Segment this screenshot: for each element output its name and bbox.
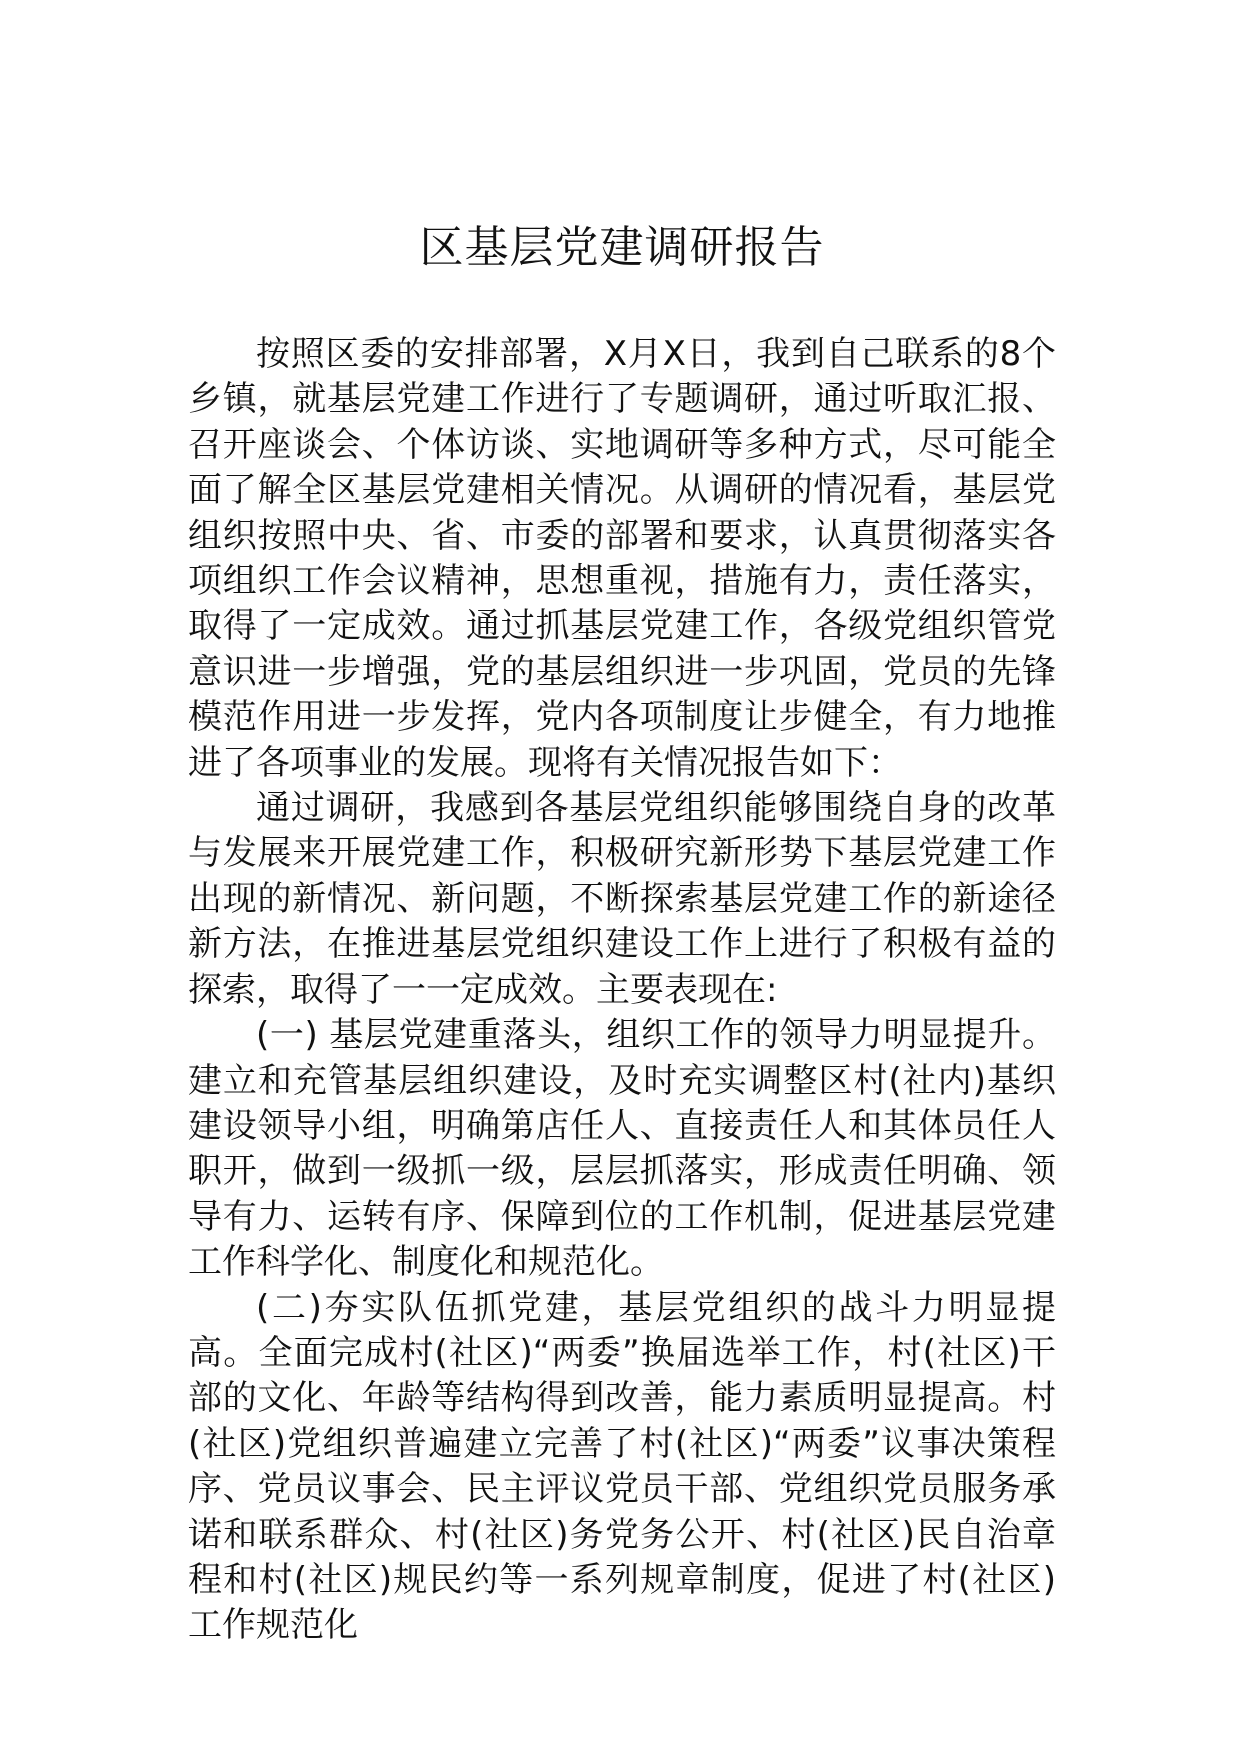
document-page (188, 0, 1056, 1754)
document-title: 区基层党建调研报告 (419, 222, 825, 273)
paragraph-intro: 按照区委的安排部署，X月X日，我到自己联系的8个乡镇，就基层党建工作进行了专题调研，通过听取汇报、召开座谈会、个体访谈、实地调研等多种方式，尽可能全面了解全区基层党建相关情况。从调研的情况看，基层党组织按照中央、省、市委的部署和要求，认真贯彻落实各项组织工作会议精神，思想重视，措施有力，责任落实，取得了一定成效。通过抓基层党建工作，各级党组织管党意识进一步增强，党的基层组织进一步巩固，党员的先锋模范作用进一步发挥，党内各项制度让步健全，有力地推进了各项事业的发展。现将有关情况报告如下： (188, 334, 1056, 783)
paragraph-section-1: (一) 基层党建重落头，组织工作的领导力明显提升。建立和充管基层组织建设，及时充实调整区村(社内)基织建设领导小组，明确第店任人、直接责任人和其体员任人职开，做到一级抓一级，层层抓落实，形成责任明确、领导有力、运转有序、保障到位的工作机制，促进基层党建工作科学化、制度化和规范化。 (188, 1015, 1056, 1283)
document-body (188, 332, 1056, 1649)
paragraph-summary: 通过调研，我感到各基层党组织能够围绕自身的改革与发展来开展党建工作，积极研究新形势下基层党建工作出现的新情况、新问题，不断探索基层党建工作的新途径新方法，在推进基层党组织建设工作上进行了积极有益的探索，取得了一一定成效。主要表现在: (188, 788, 1056, 1010)
paragraph-section-2: (二)夯实队伍抓党建，基层党组织的战斗力明显提高。全面完成村(社区)“两委”换届选举工作，村(社区)干部的文化、年龄等结构得到改善，能力素质明显提高。村(社区)党组织普遍建立完善了村(社区)“两委”议事决策程序、党员议事会、民主评议党员干部、党组织党员服务承诺和联系群众、村(社区)务党务公开、村(社区)民自治章程和村(社区)规民约等一系列规章制度，促进了村(社区)工作规范化 (188, 1287, 1056, 1646)
